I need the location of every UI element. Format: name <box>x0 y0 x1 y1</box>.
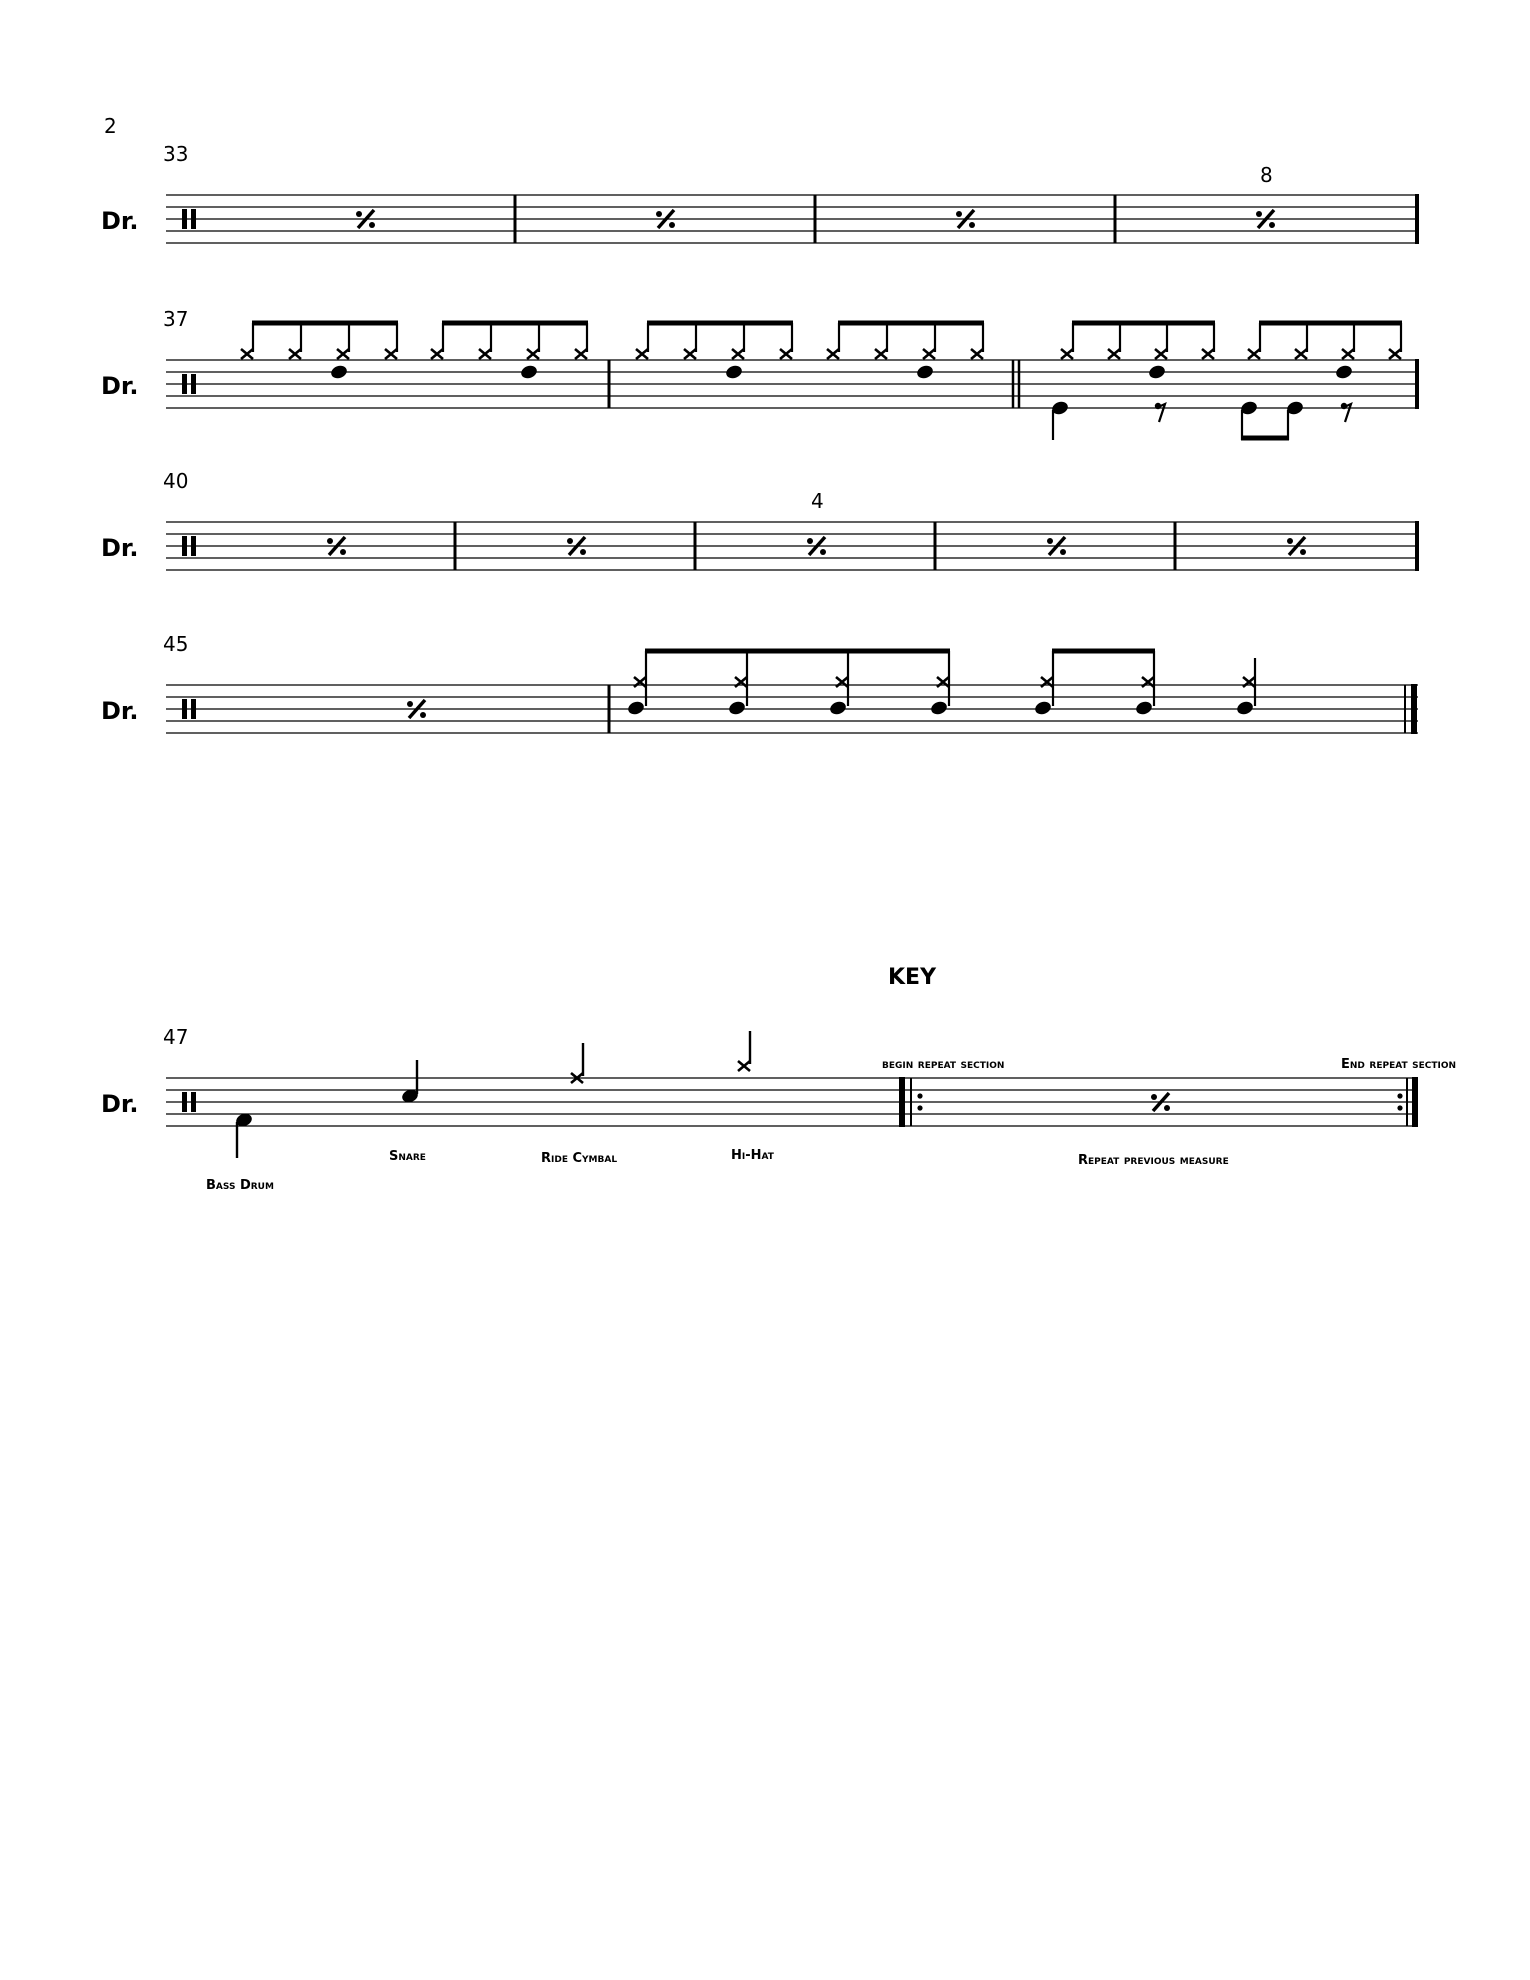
instrument-label: Dr. <box>101 534 139 562</box>
eighth-rest-icon <box>1155 403 1165 422</box>
x-notehead-icon <box>1248 349 1260 359</box>
label-begin-repeat: begin repeat section <box>882 1057 1005 1072</box>
x-notehead-icon <box>875 349 887 359</box>
beam <box>1241 436 1289 441</box>
measure-number: 47 <box>163 1025 189 1049</box>
staff-lines <box>166 195 1418 243</box>
eighth-rest-icon <box>1341 403 1351 422</box>
instrument-label: Dr. <box>101 1090 139 1118</box>
x-notehead-icon <box>1108 349 1120 359</box>
x-notehead-icon <box>385 349 397 359</box>
x-notehead-icon <box>780 349 792 359</box>
x-notehead-icon <box>1342 349 1354 359</box>
ride-cymbal-note <box>571 1043 583 1083</box>
instrument-label: Dr. <box>101 372 139 400</box>
rest-flag <box>1342 404 1351 422</box>
system-4 <box>101 632 1418 734</box>
repeat-count: 8 <box>1260 163 1273 187</box>
x-notehead-icon <box>1202 349 1214 359</box>
label-end-repeat: End repeat section <box>1341 1057 1457 1072</box>
snare-note <box>724 364 743 381</box>
x-notehead-icon <box>575 349 587 359</box>
repeat-count: 4 <box>811 489 824 513</box>
snare-note <box>1334 364 1353 381</box>
x-notehead-icon <box>241 349 253 359</box>
x-notehead-icon <box>923 349 935 359</box>
instrument-label: Dr. <box>101 207 139 235</box>
x-notehead-icon <box>1389 349 1401 359</box>
ending-notes <box>626 649 1255 717</box>
beam <box>1259 321 1402 326</box>
staff-lines <box>166 685 1418 733</box>
snare-note <box>915 364 934 381</box>
snare-note <box>626 700 645 717</box>
key-system <box>101 1025 1456 1193</box>
x-notehead-icon <box>479 349 491 359</box>
label-snare: Snare <box>389 1149 426 1164</box>
x-notehead-icon <box>289 349 301 359</box>
x-notehead-icon <box>1155 349 1167 359</box>
beam <box>645 649 950 654</box>
system-1 <box>101 142 1418 244</box>
key-title: KEY <box>888 965 937 990</box>
rest-flag <box>1156 404 1165 422</box>
system-2 <box>101 307 1418 441</box>
beam <box>1072 321 1215 326</box>
x-notehead-icon <box>527 349 539 359</box>
page-number: 2 <box>104 114 117 138</box>
snare-note <box>1033 700 1052 717</box>
snare-note <box>329 364 348 381</box>
hi-hat-note <box>738 1031 750 1071</box>
x-notehead-icon <box>684 349 696 359</box>
staff-lines <box>166 360 1418 408</box>
x-notehead-icon <box>1295 349 1307 359</box>
label-hi-hat: Hi-Hat <box>731 1148 774 1163</box>
beam <box>647 321 793 326</box>
staff-lines <box>166 522 1418 570</box>
beam <box>1052 649 1155 654</box>
measure-number: 45 <box>163 632 189 656</box>
snare-note <box>1147 364 1166 381</box>
x-notehead-icon <box>337 349 349 359</box>
x-notehead-icon <box>636 349 648 359</box>
x-notehead-icon <box>827 349 839 359</box>
snare-note <box>929 700 948 717</box>
x-notehead-icon <box>732 349 744 359</box>
beamed-groove-notes <box>241 321 1402 441</box>
label-bass-drum: Bass Drum <box>206 1178 274 1193</box>
beam <box>442 321 588 326</box>
bass-drum-note <box>234 1112 253 1158</box>
instrument-label: Dr. <box>101 697 139 725</box>
measure-number: 33 <box>163 142 189 166</box>
x-notehead-icon <box>971 349 983 359</box>
label-repeat-previous: Repeat previous measure <box>1078 1153 1229 1168</box>
beam <box>252 321 398 326</box>
snare-note <box>1235 700 1254 717</box>
snare-note <box>828 700 847 717</box>
x-notehead-icon <box>1061 349 1073 359</box>
staff-lines <box>166 1078 1418 1126</box>
measure-number: 40 <box>163 469 189 493</box>
snare-note <box>727 700 746 717</box>
x-notehead-icon <box>431 349 443 359</box>
snare-note <box>400 1060 419 1104</box>
snare-note <box>519 364 538 381</box>
snare-note <box>1134 700 1153 717</box>
label-ride-cymbal: Ride Cymbal <box>541 1151 618 1166</box>
measure-number: 37 <box>163 307 189 331</box>
beam <box>838 321 984 326</box>
system-3 <box>101 469 1418 571</box>
x-notehead-icon <box>738 1061 750 1071</box>
